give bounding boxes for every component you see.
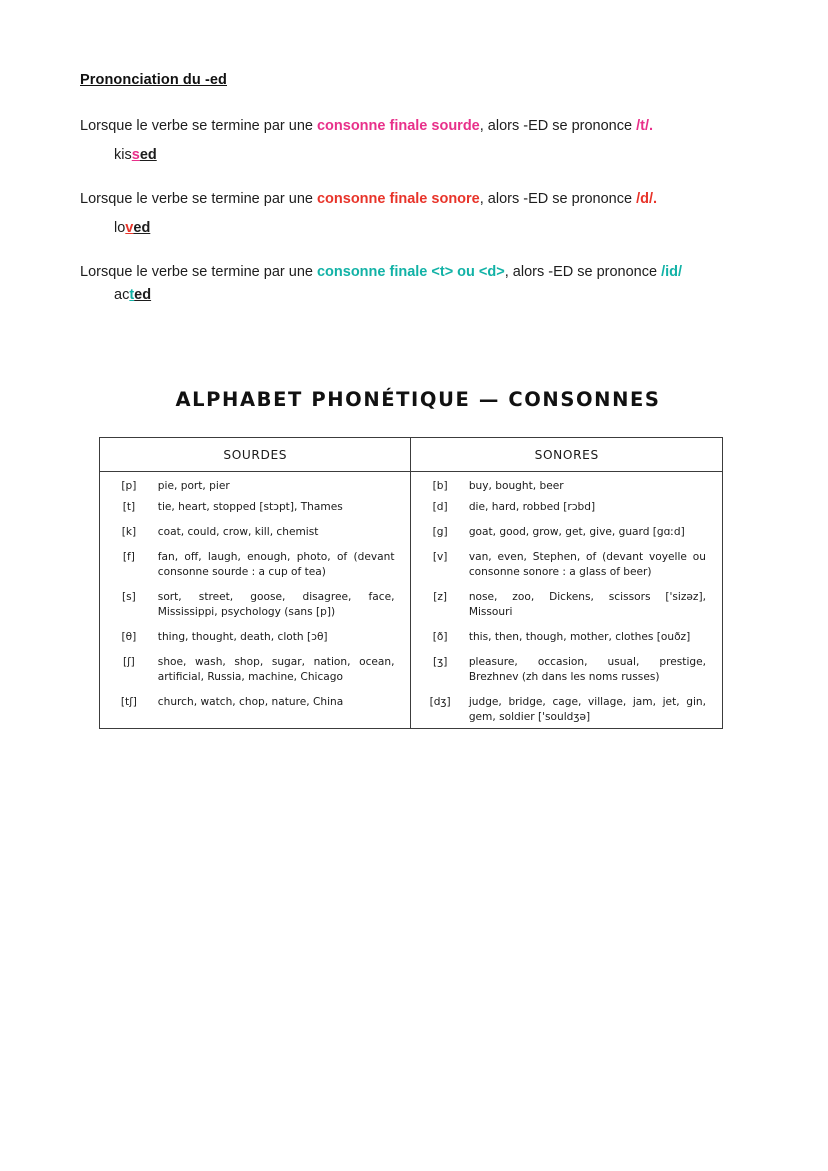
symbol-cell: [d]	[411, 497, 469, 518]
rule-1-middle: , alors -ED se prononce	[479, 118, 637, 134]
table-row	[100, 518, 722, 543]
examples-cell: this, then, though, mother, clothes [ouðz]	[468, 631, 691, 644]
example-1-before: kis	[114, 147, 132, 164]
column-header-sonores: SONORES	[411, 438, 722, 472]
rule-3-prefix: Lorsque le verbe se termine par une	[80, 264, 317, 281]
examples-cell: sort, street, goose, disagree, face, Mississippi, psychology (sans [p])	[157, 591, 395, 619]
column-header-sourdes: SOURDES	[100, 438, 411, 472]
rule-2-sound: /d/.	[636, 191, 658, 208]
example-3-mark: t	[129, 287, 135, 304]
example-2-after: ed	[133, 220, 151, 237]
symbol-cell: [ð]	[411, 623, 469, 648]
symbol-cell: [θ]	[121, 631, 137, 644]
rule-2-middle: , alors -ED se prononce	[479, 191, 637, 208]
rule-1	[80, 116, 748, 137]
rule-1-prefix: Lorsque le verbe se termine par une	[80, 118, 317, 134]
symbol-cell: [s]	[122, 591, 136, 604]
rule-2-prefix: Lorsque le verbe se termine par une	[80, 191, 317, 208]
table-row	[100, 583, 722, 623]
examples-cell: thing, thought, death, cloth [ɔθ]	[157, 631, 328, 644]
table-header-row	[100, 438, 722, 472]
table-row	[100, 688, 722, 728]
example-2	[80, 220, 748, 236]
symbol-cell: [v]	[411, 543, 469, 583]
example-2-before: lo	[114, 220, 126, 237]
examples-cell: van, even, Stephen, of (devant voyelle ou consonne sonore : a glass of beer)	[468, 551, 706, 579]
examples-cell: fan, off, laugh, enough, photo, of (devant consonne sourde : a cup of tea)	[157, 551, 395, 579]
table-row	[100, 648, 722, 688]
symbol-cell: [ʃ]	[122, 656, 135, 669]
rule-3-highlight: consonne finale <t> ou <d>	[316, 264, 505, 281]
examples-cell: church, watch, chop, nature, China	[157, 696, 344, 709]
table-row	[100, 543, 722, 583]
example-3-after: ed	[134, 287, 152, 304]
table-row	[100, 472, 722, 498]
symbol-cell: [t]	[122, 501, 136, 514]
examples-cell: coat, could, crow, kill, chemist	[157, 526, 319, 539]
symbol-cell: [z]	[411, 583, 469, 623]
examples-cell: pleasure, occasion, usual, prestige, Brezhnev (zh dans les noms russes)	[468, 656, 706, 684]
symbol-cell: [tʃ]	[120, 696, 137, 709]
examples-cell: pie, port, pier	[157, 480, 230, 492]
page-title: Prononciation du -ed	[80, 72, 227, 88]
examples-cell: judge, bridge, cage, village, jam, jet, gin, gem, soldier ['souldʒə]	[468, 696, 706, 724]
phonetic-alphabet-figure	[99, 388, 723, 729]
examples-cell: die, hard, robbed [rɔbd]	[468, 501, 596, 514]
examples-cell: nose, zoo, Dickens, scissors ['sizəz], Missouri	[468, 591, 706, 619]
symbol-cell: [f]	[122, 551, 135, 564]
rule-1-highlight: consonne finale sourde	[316, 118, 480, 134]
rule-3-sound: /id/	[661, 264, 683, 281]
examples-cell: buy, bought, beer	[468, 480, 564, 492]
symbol-cell: [g]	[411, 518, 469, 543]
example-1-mark: s	[131, 147, 140, 164]
table-row	[100, 623, 722, 648]
phonetic-table	[100, 438, 722, 728]
rule-3-middle: , alors -ED se prononce	[504, 264, 662, 281]
symbol-cell: [b]	[411, 472, 469, 498]
examples-cell: shoe, wash, shop, sugar, nation, ocean, artificial, Russia, machine, Chicago	[157, 656, 395, 684]
examples-cell: tie, heart, stopped [stɔpt], Thames	[157, 501, 343, 514]
symbol-cell: [dʒ]	[411, 688, 469, 728]
rule-2	[80, 189, 748, 210]
example-1	[80, 147, 748, 163]
symbol-cell: [p]	[121, 480, 137, 492]
symbol-cell: [k]	[121, 526, 137, 539]
rule-3	[80, 262, 748, 283]
example-2-mark: v	[125, 220, 134, 237]
symbol-cell: [ʒ]	[411, 648, 469, 688]
rule-1-sound: /t/.	[636, 118, 654, 134]
example-1-after: ed	[139, 147, 157, 164]
rule-2-highlight: consonne finale sonore	[316, 191, 480, 208]
examples-cell: goat, good, grow, get, give, guard [gɑːd]	[468, 526, 685, 539]
figure-title: ALPHABET PHONÉTIQUE — CONSONNES	[175, 388, 661, 411]
phonetic-table-wrapper	[99, 437, 723, 729]
example-3	[80, 287, 748, 303]
example-3-before: ac	[114, 287, 130, 304]
table-row	[100, 497, 722, 518]
lesson-block	[80, 72, 748, 329]
